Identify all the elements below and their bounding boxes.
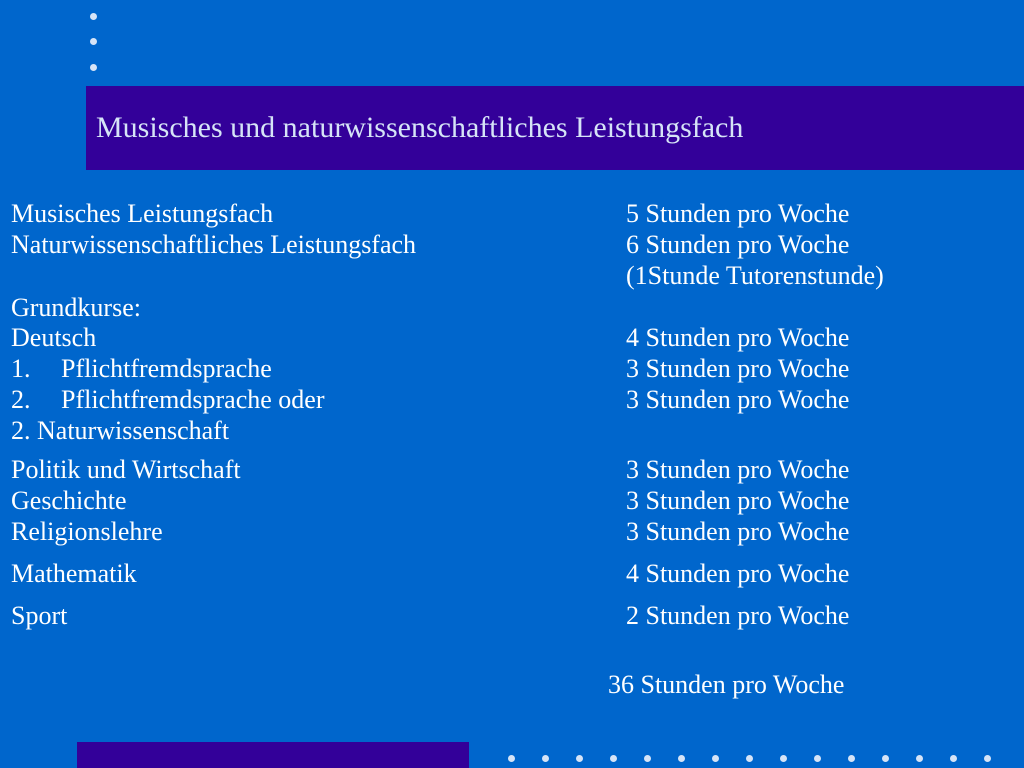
decor-dot [882,755,889,762]
decor-dot [814,755,821,762]
slide-title: Musisches und naturwissenschaftliches Leistungsfach [96,111,744,144]
hours-note-tutorenstunde: (1Stunde Tutorenstunde) [626,261,884,290]
subject-geschichte: Geschichte [11,486,127,515]
subject-musisches: Musisches Leistungsfach [11,199,274,228]
decor-dot [90,13,97,20]
decor-dot [90,38,97,45]
decor-dot [90,64,97,71]
decor-dot [508,755,515,762]
subject-pflichtfremdsprache-1 [11,353,272,384]
decor-dot [916,755,923,762]
decor-dot [950,755,957,762]
hours-sport: 2 Stunden pro Woche [626,601,850,630]
subject-religionslehre: Religionslehre [11,517,163,546]
decor-dot [678,755,685,762]
hours-politik: 3 Stunden pro Woche [626,455,850,484]
hours-mathematik: 4 Stunden pro Woche [626,559,850,588]
decor-dot [848,755,855,762]
decor-dot [644,755,651,762]
subject-politik: Politik und Wirtschaft [11,455,241,484]
list-item-text: Pflichtfremdsprache oder [61,385,325,414]
subject-naturwissenschaftliches: Naturwissenschaftliches Leistungsfach [11,230,417,259]
hours-musisches: 5 Stunden pro Woche [626,199,850,228]
hours-pflichtfremdsprache-1: 3 Stunden pro Woche [626,354,850,383]
subject-mathematik: Mathematik [11,559,137,588]
list-number: 2. [11,385,31,414]
hours-deutsch: 4 Stunden pro Woche [626,323,850,352]
list-number: 1. [11,354,31,383]
subject-deutsch: Deutsch [11,323,97,352]
decor-dot [712,755,719,762]
hours-geschichte: 3 Stunden pro Woche [626,486,850,515]
hours-religionslehre: 3 Stunden pro Woche [626,517,850,546]
bottom-accent-bar [77,742,469,768]
decor-dot [576,755,583,762]
decor-dot [542,755,549,762]
subject-pflichtfremdsprache-2 [11,384,325,415]
total-hours: 36 Stunden pro Woche [608,670,845,699]
decor-dot [984,755,991,762]
hours-pflichtfremdsprache-2: 3 Stunden pro Woche [626,385,850,414]
decor-dot [610,755,617,762]
decor-dot [746,755,753,762]
list-item-text: Pflichtfremdsprache [61,354,272,383]
subject-sport: Sport [11,601,68,630]
grundkurse-label: Grundkurse: [11,293,141,322]
hours-naturwissenschaftliches: 6 Stunden pro Woche [626,230,850,259]
subject-naturwissenschaft-2: 2. Naturwissenschaft [11,416,230,445]
decor-dot [780,755,787,762]
